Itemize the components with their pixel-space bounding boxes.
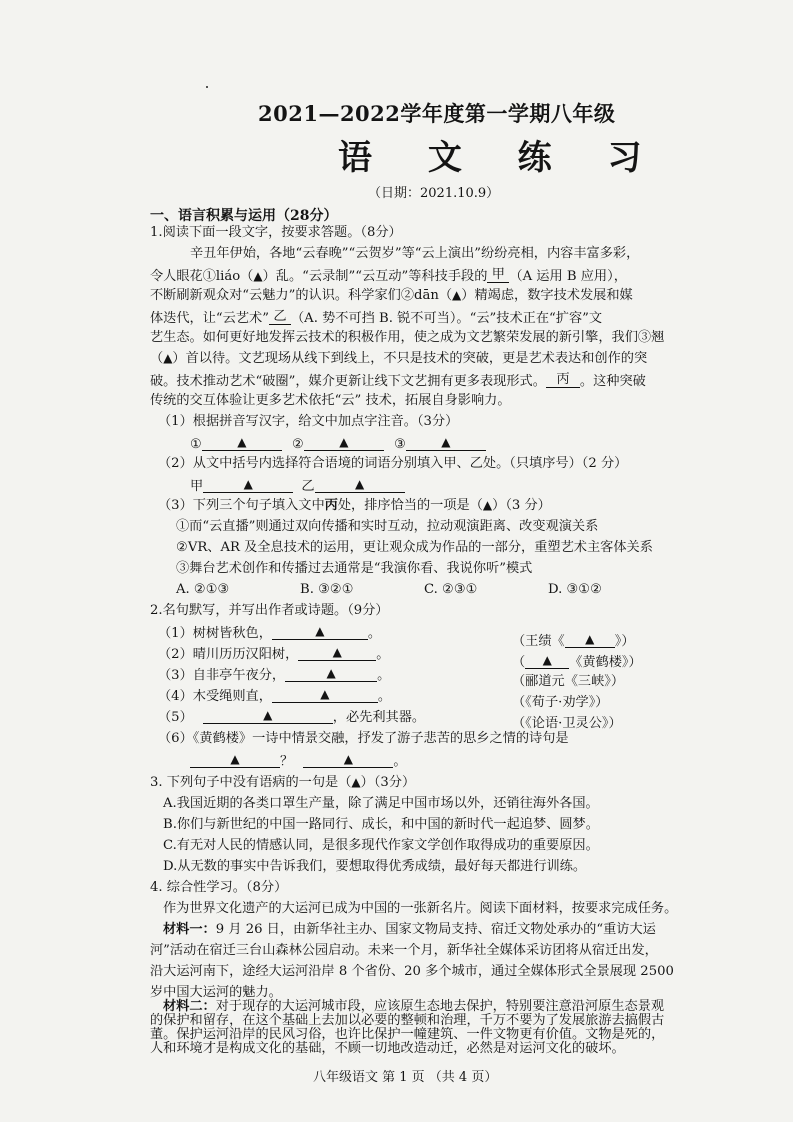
q1-passage-line-5: 艺生态。如何更好地发挥云技术的积极作用，使之成为文艺繁荣发展的新引擎，我们③翘	[150, 330, 665, 345]
answer-blank[interactable]: ▲	[202, 436, 282, 451]
q1-passage-line-3: 不断刷新观众对“云魅力”的认识。科学家们②dān（▲）精竭虑，数字技术发展和媒	[150, 288, 633, 303]
q1-sentence-3: ③舞台艺术创作和传播过去通常是“我演你看、我说你听”模式	[176, 561, 533, 576]
answer-blank[interactable]: ▲	[304, 436, 384, 451]
q4-intro: 作为世界文化遗产的大运河已成为中国的一张新名片。阅读下面材料，按要求完成任务。	[163, 901, 678, 916]
q2-item-2: （2）晴川历历汉阳树， ▲ 。	[158, 645, 390, 662]
q3-stem: 3. 下列句子中没有语病的一句是（▲）（3分）	[150, 775, 416, 790]
q3-option-a[interactable]: A.我国近期的各类口罩生产量，除了满足中国市场以外，还销往海外各国。	[163, 796, 599, 811]
q1-passage-line-2: 令人眼花①liáo（▲）乱。“云录制”“云互动”等科技手段的 甲 （A 运用 B 应用），	[150, 267, 627, 284]
answer-blank[interactable]: ▲	[315, 478, 405, 493]
q1-sub1-blanks: ① ▲ ② ▲ ③ ▲	[190, 436, 486, 451]
exam-date: （日期：2021.10.9）	[368, 186, 500, 201]
q2-item-1: （1）树树皆秋色， ▲ 。	[158, 624, 382, 641]
q2-source-2: （ ▲ 《黄鹤楼》）	[512, 653, 642, 670]
answer-blank[interactable]: ▲	[272, 688, 378, 703]
q4-material-2-line-1: 材料二：对于现存的大运河城市段，应该原生态地去保护，特别要注意沿河原生态景观	[163, 999, 665, 1014]
q2-item-5: （5） ▲ ，必先利其器。	[158, 708, 426, 725]
answer-blank[interactable]: ▲	[203, 478, 293, 493]
q1-sub2-prompt: （2）从文中括号内选择符合语境的词语分别填入甲、乙处。（只填序号）（2 分）	[158, 456, 628, 471]
answer-blank[interactable]: ▲	[285, 667, 377, 682]
q4-material-2-line-2: 的保护和留存，在这个基础上去加以必要的整顿和治理，千万不要为了发展旅游去搞假古	[150, 1013, 665, 1028]
q3-option-d[interactable]: D.从无数的事实中告诉我们，要想取得优秀成绩，最好每天都进行训练。	[163, 859, 587, 874]
q2-source-1: （王绩《 ▲ 》）	[512, 632, 635, 649]
answer-blank[interactable]: ▲	[406, 436, 486, 451]
q2-source-3: （郦道元《三峡》）	[512, 674, 625, 689]
q1-sub1-prompt: （1）根据拼音写汉字，给文中加点字注音。（3分）	[158, 414, 459, 429]
q4-stem: 4. 综合性学习。（8分）	[150, 880, 288, 895]
q2-source-5: （《论语·卫灵公》）	[512, 716, 622, 731]
q1-sentence-2: ②VR、AR 及全息技术的运用，更让观众成为作品的一部分，重塑艺术主客体关系	[176, 540, 653, 555]
answer-blank[interactable]: ▲	[190, 753, 280, 768]
q1-sub2-blanks: 甲 ▲ 乙 ▲	[190, 478, 405, 493]
q3-option-b[interactable]: B.你们与新世纪的中国一路同行、成长，和中国的新时代一起追梦、圆梦。	[163, 817, 599, 832]
term-title: 2021—2022学年度第一学期八年级	[258, 101, 616, 126]
q2-source-4: （《荀子·劝学》）	[512, 695, 609, 710]
page-footer: 八年级语文 第 1 页 （共 4 页）	[313, 1070, 498, 1085]
q4-material-1-line-1: 材料一：9 月 26 日，由新华社主办、国家文物局支持、宿迁文物处承办的“重访大运	[163, 922, 656, 937]
q4-material-2-line-4: 人和环境才是构成文化的基础，不顾一切地改造动迁，必然是对运河文化的破坏。	[150, 1041, 625, 1056]
q1-passage-line-8: 传统的交互体验让更多艺术依托“云” 技术，拓展自身影响力。	[150, 393, 511, 408]
subject-title: 语 文 练 习	[338, 138, 664, 178]
q2-item-4: （4）木受绳则直， ▲ 。	[158, 687, 392, 704]
q1-passage-line-1: 辛丑年伊始，各地“云春晚”“云贺岁”等“云上演出”纷纷亮相，内容丰富多彩，	[190, 246, 640, 261]
q2-stem: 2.名句默写，并写出作者或诗题。（9分）	[150, 603, 389, 618]
answer-blank[interactable]: ▲	[203, 709, 333, 724]
q1-passage-line-6: （▲）首以待。文艺现场从线下到线上，不只是技术的突破，更是艺术表达和创作的突	[150, 351, 648, 366]
q4-material-1-line-2: 河”活动在宿迁三台山森林公园启动。未来一个月，新华社全媒体采访团将从宿迁出发，	[150, 943, 658, 958]
answer-blank[interactable]: ▲	[303, 753, 393, 768]
q1-passage-line-7: 破。技术推动艺术“破圈”，媒介更新让线下文艺拥有更多表现形式。 丙 。这种突破	[150, 372, 646, 389]
q4-material-2-line-3: 董。保护运河沿岸的民风习俗，也许比保护一幢建筑、一件文物更有价值。文物是死的，	[150, 1027, 665, 1042]
q4-material-1-line-3: 沿大运河南下，途经大运河沿岸 8 个省份、20 多个城市，通过全媒体形式全景展现 2500	[150, 964, 674, 979]
q1-passage-line-4: 体迭代，让“云艺术” 乙 （A. 势不可挡 B. 锐不可当）。“云”技术正在“扩容”文	[150, 309, 603, 326]
q4-material-1-line-4: 岁中国大运河的魅力。	[150, 985, 282, 1000]
q2-item-3: （3）自非亭午夜分， ▲ 。	[158, 666, 391, 683]
section-1-title: 一、语言积累与运用（28分）	[150, 208, 338, 224]
q1-sentence-1: ①而“云直播”则通过双向传播和实时互动，拉动观演距离、改变观演关系	[176, 519, 599, 534]
answer-blank[interactable]: ▲	[298, 646, 376, 661]
q2-item-6: （6）《黄鹤楼》一诗中情景交融，抒发了游子悲苦的思乡之情的诗句是	[158, 731, 569, 746]
q1-stem: 1.阅读下面一段文字，按要求答题。（8分）	[150, 225, 402, 240]
q3-option-c[interactable]: C.有无对人民的情感认同，是很多现代作家文学创作取得成功的重要原因。	[163, 838, 599, 853]
q2-item-6-blanks: ▲ ？ ▲ 。	[190, 753, 407, 768]
q1-choice-a[interactable]: A. ②①③	[176, 582, 230, 597]
answer-blank[interactable]: ▲	[525, 654, 569, 669]
q1-sub3-prompt: （3）下列三个句子填入文中丙处，排序恰当的一项是（▲）（3 分）	[158, 498, 551, 513]
answer-blank[interactable]: ▲	[272, 625, 368, 640]
q1-choice-c[interactable]: C. ②③①	[424, 582, 478, 597]
answer-blank[interactable]: ▲	[565, 633, 615, 648]
scan-speck	[206, 86, 208, 88]
q1-choice-d[interactable]: D. ③①②	[548, 582, 602, 597]
q1-choice-b[interactable]: B. ③②①	[300, 582, 354, 597]
